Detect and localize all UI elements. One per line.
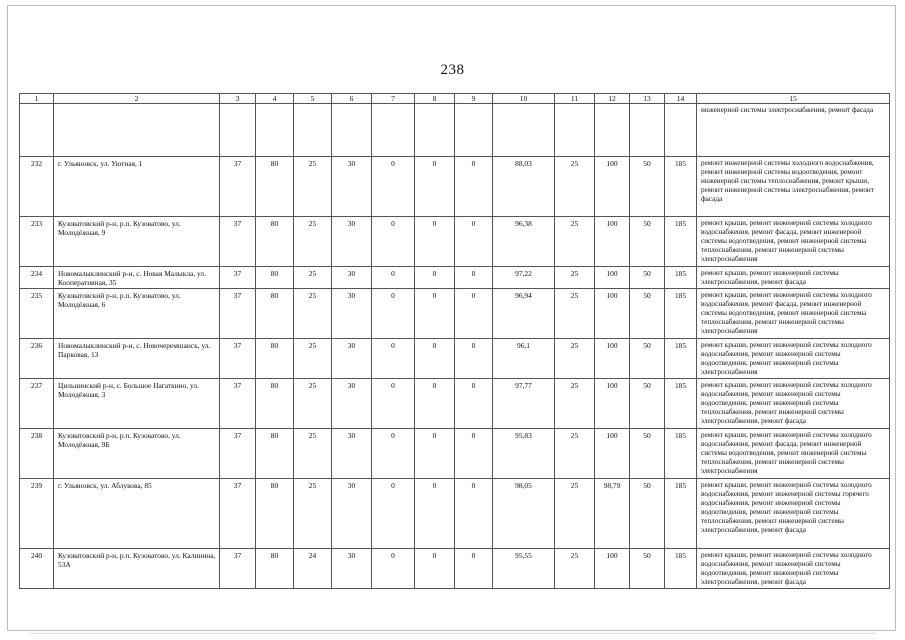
value-cell-c6: 30 bbox=[332, 379, 372, 429]
value-cell-c8: 0 bbox=[415, 549, 455, 589]
row-number-cell: 232 bbox=[20, 157, 54, 217]
works-cell: ремонт крыши, ремонт инженерной системы холодного водоснабжения, ремонт фасада, ремонт инженерной системы водоотведения, ремонт инженерной системы теплоснабжения, ремонт инженерной системы электроснабжения bbox=[697, 289, 890, 339]
value-cell-c7: 0 bbox=[372, 217, 415, 267]
row-number-cell: 240 bbox=[20, 549, 54, 589]
value-cell-c13: 50 bbox=[630, 379, 665, 429]
value-cell-c10: 96,94 bbox=[493, 289, 555, 339]
value-cell-c11: 25 bbox=[555, 479, 595, 549]
works-cell: ремонт крыши, ремонт инженерной системы холодного водоснабжения, ремонт инженерной системы водоотведения, ремонт инженерной системы электроснабжения bbox=[697, 339, 890, 379]
address-cell: г. Ульяновск, ул. Уютная, 1 bbox=[54, 157, 220, 217]
col-head-13: 13 bbox=[630, 94, 665, 104]
row-number-cell: 235 bbox=[20, 289, 54, 339]
col-head-10: 10 bbox=[493, 94, 555, 104]
address-cell: Новомалыклинский р-н, с. Новочеремшанск, ул. Парковая, 13 bbox=[54, 339, 220, 379]
row-number-cell: 238 bbox=[20, 429, 54, 479]
value-cell-c12: 100 bbox=[595, 217, 630, 267]
value-cell-c7: 0 bbox=[372, 157, 415, 217]
table-row bbox=[20, 217, 890, 267]
value-cell-c8: 0 bbox=[415, 339, 455, 379]
value-cell-c6: 30 bbox=[332, 479, 372, 549]
col-head-12: 12 bbox=[595, 94, 630, 104]
value-cell-c10: 98,05 bbox=[493, 479, 555, 549]
value-cell-c5: 25 bbox=[294, 157, 332, 217]
value-cell-c7: 0 bbox=[372, 379, 415, 429]
value-cell-c3: 37 bbox=[220, 289, 256, 339]
value-cell-c8: 0 bbox=[415, 479, 455, 549]
value-cell-c4: 80 bbox=[256, 157, 294, 217]
row-number-cell: 237 bbox=[20, 379, 54, 429]
scan-artifact-line bbox=[30, 633, 875, 635]
value-cell-c13: 50 bbox=[630, 289, 665, 339]
value-cell-c5: 25 bbox=[294, 217, 332, 267]
table-row bbox=[20, 339, 890, 379]
value-cell-c9: 0 bbox=[455, 479, 493, 549]
works-cell: ремонт крыши, ремонт инженерной системы холодного водоснабжения, ремонт фасада, ремонт инженерной системы водоотведения, ремонт инженерной системы теплоснабжения, ремонт инженерной системы электроснабжения bbox=[697, 217, 890, 267]
value-cell-c5: 25 bbox=[294, 339, 332, 379]
continuation-row bbox=[20, 104, 890, 157]
address-cell: Новомалыклинский р-н, с. Новая Малыкла, ул. Кооперативная, 35 bbox=[54, 267, 220, 289]
value-cell-c9: 0 bbox=[455, 429, 493, 479]
value-cell-c4: 80 bbox=[256, 429, 294, 479]
value-cell-c5: 25 bbox=[294, 379, 332, 429]
value-cell-c10: 95,83 bbox=[493, 429, 555, 479]
table-row bbox=[20, 379, 890, 429]
value-cell-c8: 0 bbox=[415, 217, 455, 267]
value-cell-c3: 37 bbox=[220, 479, 256, 549]
value-cell-c6: 30 bbox=[332, 549, 372, 589]
value-cell-c11: 25 bbox=[555, 379, 595, 429]
value-cell-c14: 185 bbox=[665, 217, 697, 267]
table-row bbox=[20, 267, 890, 289]
address-cell: Кузоватовский р-н, р.п. Кузоватово, ул. Калинина, 53А bbox=[54, 549, 220, 589]
works-cell: ремонт инженерной системы холодного водоснабжения, ремонт инженерной системы водоотведения, ремонт инженерной системы теплоснабжения, ремонт крыши, ремонт инженерной системы электроснабжения, ремонт фасада bbox=[697, 157, 890, 217]
works-cell: ремонт крыши, ремонт инженерной системы холодного водоснабжения, ремонт фасада, ремонт инженерной системы водоотведения, ремонт инженерной системы теплоснабжения, ремонт инженерной системы электроснабжения bbox=[697, 429, 890, 479]
value-cell-c12: 100 bbox=[595, 157, 630, 217]
address-cell: Кузоватовский р-н, р.п. Кузоватово, ул. Молодёжная, 9 bbox=[54, 217, 220, 267]
value-cell-c8: 0 bbox=[415, 289, 455, 339]
table-row bbox=[20, 479, 890, 549]
value-cell-c4: 80 bbox=[256, 479, 294, 549]
value-cell-c7: 0 bbox=[372, 339, 415, 379]
value-cell-c8: 0 bbox=[415, 267, 455, 289]
value-cell-c9: 0 bbox=[455, 217, 493, 267]
value-cell-c13: 50 bbox=[630, 217, 665, 267]
col-head-7: 7 bbox=[372, 94, 415, 104]
value-cell-c13: 50 bbox=[630, 549, 665, 589]
row-number-cell: 236 bbox=[20, 339, 54, 379]
table-row bbox=[20, 289, 890, 339]
value-cell-c3: 37 bbox=[220, 157, 256, 217]
continuation-works: инженерной системы электроснабжения, ремонт фасада bbox=[697, 104, 890, 157]
value-cell-c9: 0 bbox=[455, 267, 493, 289]
value-cell-c12: 98,79 bbox=[595, 479, 630, 549]
value-cell-c10: 96,38 bbox=[493, 217, 555, 267]
value-cell-c7: 0 bbox=[372, 429, 415, 479]
value-cell-c7: 0 bbox=[372, 289, 415, 339]
table-row bbox=[20, 429, 890, 479]
col-head-15: 15 bbox=[697, 94, 890, 104]
value-cell-c4: 80 bbox=[256, 217, 294, 267]
value-cell-c12: 100 bbox=[595, 379, 630, 429]
value-cell-c6: 30 bbox=[332, 217, 372, 267]
col-head-1: 1 bbox=[20, 94, 54, 104]
value-cell-c12: 100 bbox=[595, 549, 630, 589]
value-cell-c4: 80 bbox=[256, 267, 294, 289]
value-cell-c8: 0 bbox=[415, 429, 455, 479]
value-cell-c10: 88,03 bbox=[493, 157, 555, 217]
value-cell-c5: 25 bbox=[294, 479, 332, 549]
value-cell-c5: 25 bbox=[294, 289, 332, 339]
column-number-row bbox=[20, 94, 890, 104]
value-cell-c10: 97,77 bbox=[493, 379, 555, 429]
value-cell-c13: 50 bbox=[630, 429, 665, 479]
value-cell-c9: 0 bbox=[455, 379, 493, 429]
value-cell-c14: 185 bbox=[665, 157, 697, 217]
value-cell-c13: 50 bbox=[630, 267, 665, 289]
value-cell-c9: 0 bbox=[455, 549, 493, 589]
value-cell-c11: 25 bbox=[555, 549, 595, 589]
page-number: 238 bbox=[440, 62, 465, 78]
col-head-5: 5 bbox=[294, 94, 332, 104]
address-cell: Кузоватовский р-н, р.п. Кузоватово, ул. Молодёжная, 9Б bbox=[54, 429, 220, 479]
value-cell-c14: 185 bbox=[665, 339, 697, 379]
col-head-3: 3 bbox=[220, 94, 256, 104]
value-cell-c4: 80 bbox=[256, 339, 294, 379]
table-row bbox=[20, 549, 890, 589]
value-cell-c8: 0 bbox=[415, 157, 455, 217]
value-cell-c3: 37 bbox=[220, 217, 256, 267]
col-head-4: 4 bbox=[256, 94, 294, 104]
works-cell: ремонт крыши, ремонт инженерной системы холодного водоснабжения, ремонт инженерной системы водоотведения, ремонт инженерной системы теплоснабжения, ремонт инженерной системы электроснабжения, ремонт фасада bbox=[697, 379, 890, 429]
row-number-cell: 234 bbox=[20, 267, 54, 289]
value-cell-c7: 0 bbox=[372, 267, 415, 289]
col-head-8: 8 bbox=[415, 94, 455, 104]
value-cell-c5: 25 bbox=[294, 429, 332, 479]
value-cell-c12: 100 bbox=[595, 429, 630, 479]
value-cell-c3: 37 bbox=[220, 429, 256, 479]
value-cell-c14: 185 bbox=[665, 267, 697, 289]
value-cell-c10: 96,1 bbox=[493, 339, 555, 379]
value-cell-c11: 25 bbox=[555, 267, 595, 289]
value-cell-c6: 30 bbox=[332, 339, 372, 379]
value-cell-c3: 37 bbox=[220, 339, 256, 379]
value-cell-c13: 50 bbox=[630, 157, 665, 217]
value-cell-c9: 0 bbox=[455, 289, 493, 339]
address-cell: Цильнинский р-н, с. Большое Нагаткино, ул. Молодёжная, 3 bbox=[54, 379, 220, 429]
address-cell: г. Ульяновск, ул. Аблукова, 85 bbox=[54, 479, 220, 549]
repair-table bbox=[19, 93, 890, 589]
value-cell-c6: 30 bbox=[332, 267, 372, 289]
value-cell-c11: 25 bbox=[555, 339, 595, 379]
table-body bbox=[20, 94, 890, 589]
value-cell-c4: 80 bbox=[256, 549, 294, 589]
col-head-9: 9 bbox=[455, 94, 493, 104]
value-cell-c14: 185 bbox=[665, 289, 697, 339]
address-cell: Кузоватовский р-н, р.п. Кузоватово, ул. Молодёжная, 6 bbox=[54, 289, 220, 339]
value-cell-c14: 185 bbox=[665, 379, 697, 429]
value-cell-c9: 0 bbox=[455, 339, 493, 379]
value-cell-c3: 37 bbox=[220, 267, 256, 289]
value-cell-c11: 25 bbox=[555, 289, 595, 339]
value-cell-c3: 37 bbox=[220, 379, 256, 429]
value-cell-c14: 185 bbox=[665, 549, 697, 589]
value-cell-c6: 30 bbox=[332, 429, 372, 479]
col-head-6: 6 bbox=[332, 94, 372, 104]
value-cell-c4: 80 bbox=[256, 289, 294, 339]
value-cell-c7: 0 bbox=[372, 549, 415, 589]
works-cell: ремонт крыши, ремонт инженерной системы электроснабжения, ремонт фасада bbox=[697, 267, 890, 289]
value-cell-c14: 185 bbox=[665, 479, 697, 549]
value-cell-c9: 0 bbox=[455, 157, 493, 217]
value-cell-c7: 0 bbox=[372, 479, 415, 549]
value-cell-c12: 100 bbox=[595, 289, 630, 339]
value-cell-c11: 25 bbox=[555, 429, 595, 479]
col-head-14: 14 bbox=[665, 94, 697, 104]
value-cell-c14: 185 bbox=[665, 429, 697, 479]
value-cell-c10: 95,55 bbox=[493, 549, 555, 589]
value-cell-c12: 100 bbox=[595, 339, 630, 379]
value-cell-c5: 24 bbox=[294, 549, 332, 589]
value-cell-c6: 30 bbox=[332, 157, 372, 217]
row-number-cell: 239 bbox=[20, 479, 54, 549]
col-head-11: 11 bbox=[555, 94, 595, 104]
value-cell-c13: 50 bbox=[630, 479, 665, 549]
value-cell-c11: 25 bbox=[555, 157, 595, 217]
works-cell: ремонт крыши, ремонт инженерной системы холодного водоснабжения, ремонт инженерной системы водоотведения, ремонт инженерной системы электроснабжения, ремонт фасада bbox=[697, 549, 890, 589]
value-cell-c3: 37 bbox=[220, 549, 256, 589]
col-head-2: 2 bbox=[54, 94, 220, 104]
table-row bbox=[20, 157, 890, 217]
value-cell-c13: 50 bbox=[630, 339, 665, 379]
value-cell-c12: 100 bbox=[595, 267, 630, 289]
value-cell-c10: 97,22 bbox=[493, 267, 555, 289]
row-number-cell: 233 bbox=[20, 217, 54, 267]
value-cell-c4: 80 bbox=[256, 379, 294, 429]
value-cell-c8: 0 bbox=[415, 379, 455, 429]
value-cell-c6: 30 bbox=[332, 289, 372, 339]
value-cell-c11: 25 bbox=[555, 217, 595, 267]
works-cell: ремонт крыши, ремонт инженерной системы холодного водоснабжения, ремонт инженерной системы горячего водоснабжения, ремонт инженерной системы водоотведения, ремонт инженерной системы теплоснабжения, ремонт инженерной системы электроснабжения, ремонт фасада bbox=[697, 479, 890, 549]
value-cell-c5: 25 bbox=[294, 267, 332, 289]
